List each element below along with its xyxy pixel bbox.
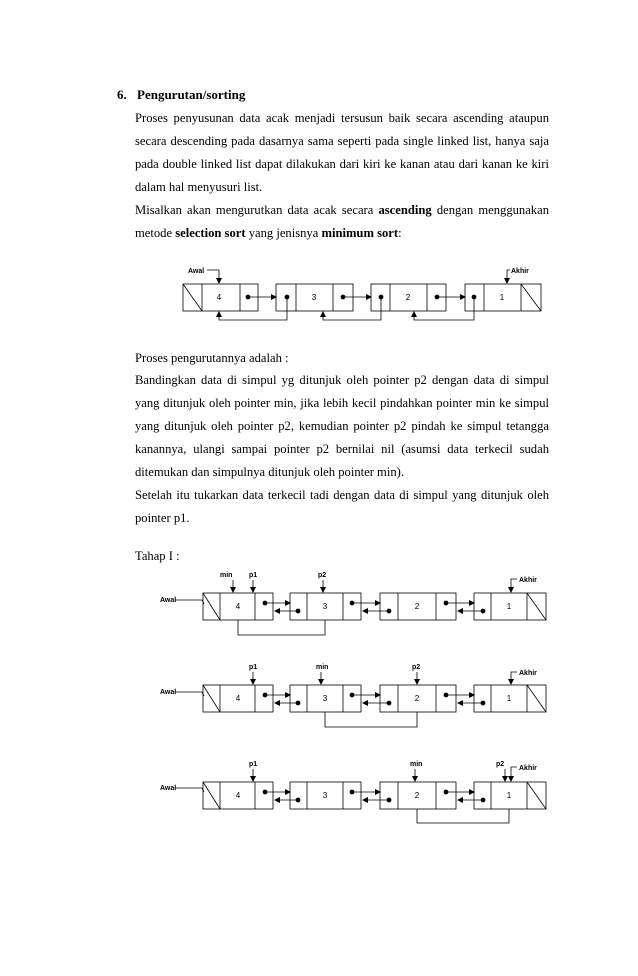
svg-text:1: 1 <box>506 694 512 703</box>
process-heading: Proses pengurutannya adalah : <box>135 351 289 365</box>
node-value: 4 <box>216 293 222 302</box>
node-value: 2 <box>405 293 411 302</box>
process-line: pointer p1. <box>135 511 190 525</box>
svg-text:1: 1 <box>506 791 512 800</box>
node <box>465 284 541 311</box>
section-title: Pengurutan/sorting <box>137 87 246 102</box>
pointer-label: p1 <box>249 664 258 671</box>
process-line: Bandingkan data di simpul yg ditunjuk oleh pointer p2 dengan data di simpul <box>135 373 549 387</box>
svg-text:4: 4 <box>235 602 241 611</box>
pointer-label: min <box>220 572 233 579</box>
stage-diagram-2 <box>160 664 546 727</box>
akhir-label: Akhir <box>519 670 537 677</box>
intro-line: pada double linked list dapat dilakukan dari kiri ke kanan atau dari kanan ke kiri <box>135 157 549 171</box>
svg-text:2: 2 <box>414 791 420 800</box>
nil-slash <box>183 284 202 311</box>
process-line: yang ditunjuk oleh pointer min, jika lebih kecil pindahkan pointer min ke simpul <box>135 396 549 410</box>
akhir-label: Akhir <box>519 765 537 772</box>
pointer-label: min <box>316 664 329 671</box>
svg-text:4: 4 <box>235 791 241 800</box>
akhir-pointer-arrow <box>507 270 510 283</box>
svg-text:3: 3 <box>322 791 328 800</box>
intro-line: secara descending pada dasarnya sama seperti pada single linked list, hanya saja <box>135 134 549 148</box>
example-line-1: Misalkan akan mengurutkan data acak secara ascending dengan menggunakan <box>135 203 549 217</box>
akhir-label: Akhir <box>511 268 529 275</box>
pointer-label: p2 <box>496 761 505 768</box>
nil-slash <box>521 284 541 311</box>
stage-title: Tahap I : <box>135 549 180 563</box>
intro-line: dalam hal menyusuri list. <box>135 180 263 194</box>
pointer-label: p1 <box>249 572 258 579</box>
pointer-label: p2 <box>412 664 421 671</box>
awal-label: Awal <box>160 597 177 604</box>
process-paragraph <box>135 369 549 530</box>
next-links <box>246 295 465 299</box>
akhir-label: Akhir <box>519 577 537 584</box>
example-line-2: metode selection sort yang jenisnya minimum sort: <box>135 226 402 240</box>
pointer-label: p1 <box>249 761 258 768</box>
svg-text:3: 3 <box>322 694 328 703</box>
process-line: Setelah itu tukarkan data terkecil tadi dengan data di simpul yang ditunjuk oleh <box>135 488 549 502</box>
svg-text:1: 1 <box>506 602 512 611</box>
svg-text:4: 4 <box>235 694 241 703</box>
pointer-label: min <box>410 761 423 768</box>
node-value: 1 <box>499 293 505 302</box>
stage-diagram-1 <box>160 572 546 635</box>
awal-arrow <box>175 600 204 604</box>
akhir-arrow <box>511 579 517 592</box>
pointer-label: p2 <box>318 572 327 579</box>
node-value: 3 <box>311 293 317 302</box>
process-line: yang ditunjuk oleh pointer p2, kemudian pointer p2 pindah ke simpul tetangga <box>135 419 549 433</box>
stage-diagram-3 <box>160 761 546 823</box>
process-line: kanannya, ulangi sampai pointer p2 bernilai nil (asumsi data terkecil sudah <box>135 442 549 456</box>
section-number: 6. <box>117 87 127 102</box>
main-linked-list-diagram <box>183 268 541 320</box>
intro-line: Proses penyusunan data acak menjadi tersusun baik secara ascending ataupun <box>135 111 549 125</box>
awal-label: Awal <box>160 785 177 792</box>
awal-label: Awal <box>160 689 177 696</box>
awal-pointer-arrow <box>207 270 219 283</box>
svg-text:2: 2 <box>414 602 420 611</box>
svg-text:3: 3 <box>322 602 328 611</box>
awal-label: Awal <box>188 268 205 275</box>
svg-text:2: 2 <box>414 694 420 703</box>
process-line: ditemukan dan simpulnya ditunjuk oleh pointer min). <box>135 465 404 479</box>
